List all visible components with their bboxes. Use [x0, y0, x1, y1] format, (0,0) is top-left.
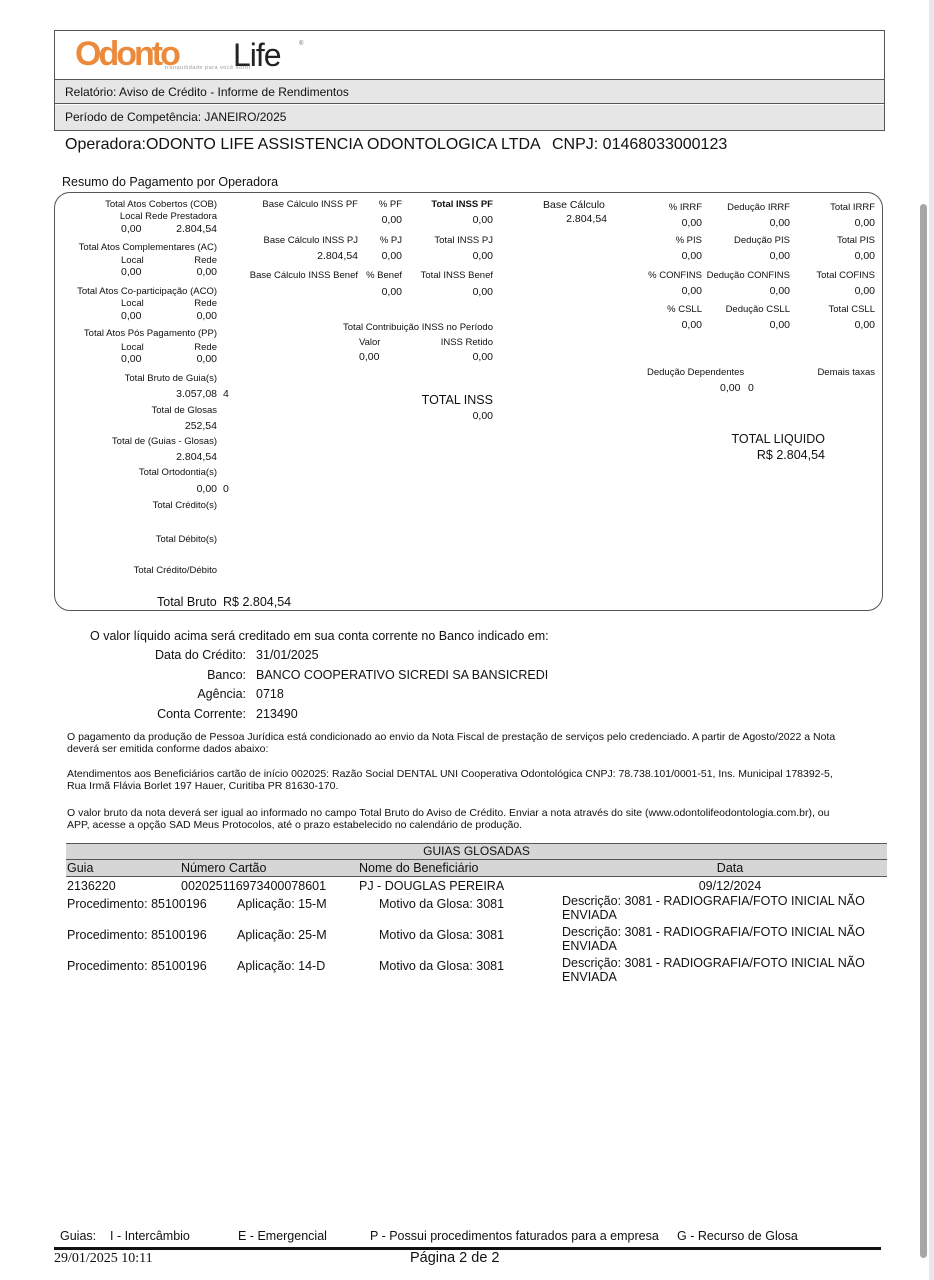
procedure-reason: Motivo da Glosa: 3081: [379, 928, 505, 942]
total-liquido-value: R$ 2.804,54: [756, 448, 825, 462]
credito-label: Total Crédito(s): [152, 500, 217, 511]
inss-pf-total: 0,00: [472, 214, 493, 226]
inss-pj-base-label: Base Cálculo INSS PJ: [263, 235, 358, 246]
cofins-total: 0,00: [854, 285, 875, 297]
procedure-reason: Motivo da Glosa: 3081: [379, 959, 505, 973]
bruto-guias-count: 4: [223, 388, 229, 400]
dependentes-label: Dedução Dependentes: [647, 367, 745, 378]
irrf-total: 0,00: [854, 217, 875, 229]
total-inss-value: 0,00: [472, 410, 493, 422]
aco-rede-value: 0,00: [196, 310, 217, 322]
irrf-total-label: Total IRRF: [830, 202, 875, 213]
inss-pj-total-label: Total INSS PJ: [434, 235, 493, 246]
bruto-guias-value: 3.057,08: [176, 388, 217, 400]
bank-label: Banco:: [207, 668, 246, 682]
legend-empresa: P - Possui procedimentos faturados para a empresa: [370, 1229, 659, 1243]
report-header: [54, 30, 885, 131]
inss-retido-label: INSS Retido: [440, 337, 493, 348]
legend-emergencial: E - Emergencial: [238, 1229, 327, 1243]
debito-label: Total Débito(s): [155, 534, 217, 545]
dependentes-value: 0,00: [720, 382, 741, 394]
irrf-pct: 0,00: [681, 217, 702, 229]
irrf-ded-label: Dedução IRRF: [727, 202, 790, 213]
report-title: Relatório: Aviso de Crédito - Informe de Rendimentos: [55, 80, 884, 104]
inss-benef-pct-label: % Benef: [366, 270, 402, 281]
inss-contrib-label: Total Contribuição INSS no Período: [343, 322, 493, 333]
operator-name: Operadora:ODONTO LIFE ASSISTENCIA ODONTOLOGICA LTDA: [65, 136, 541, 153]
agency-value: 0718: [256, 687, 284, 701]
pis-pct: 0,00: [681, 250, 702, 262]
inss-retido: 0,00: [472, 351, 493, 363]
inss-pj-base: 2.804,54: [317, 250, 358, 262]
bruto-guias-label: Total Bruto de Guia(s): [124, 373, 217, 384]
account-value: 213490: [256, 707, 298, 721]
logo-tagline: tranquilidade para você sorrir: [165, 65, 252, 71]
inss-benef-total: 0,00: [472, 286, 493, 298]
legend-label: Guias:: [60, 1229, 97, 1243]
pp-local-value: 0,00: [121, 353, 142, 365]
inss-benef-pct: 0,00: [381, 286, 402, 298]
cob-rede-value: 2.804,54: [176, 223, 217, 235]
card-number: 00202511697340007860​1: [181, 879, 327, 893]
inss-pf-pct-label: % PF: [378, 199, 402, 210]
guia-number: 2136220: [67, 879, 116, 893]
note-1-line-2: deverá ser emitida conforme dados abaixo:: [67, 743, 269, 755]
ortodontia-count: 0: [223, 483, 229, 495]
credit-date-value: 31/01/2025: [256, 648, 319, 662]
procedure-application: Aplicação: 25-M: [237, 928, 327, 942]
ortodontia-value: 0,00: [196, 483, 217, 495]
note-1-line-1: O pagamento da produção de Pessoa Jurídica está condicionado ao envio da Nota Fiscal de prestação de serviços pelo credenciado. A partir de Agosto/2022 a Nota: [67, 731, 836, 743]
cofins-ded: 0,00: [769, 285, 790, 297]
print-timestamp: 29/01/2025 10:11: [54, 1251, 153, 1266]
cofins-ded-label: Dedução CONFINS: [706, 270, 790, 281]
procedure-code: Procedimento: 85100196: [67, 928, 207, 942]
irrf-pct-label: % IRRF: [668, 202, 702, 213]
pis-total: 0,00: [854, 250, 875, 262]
base-calculo-label: Base Cálculo: [543, 199, 605, 211]
procedure-description-cont: ENVIADA: [562, 908, 617, 922]
cofins-pct: 0,00: [681, 285, 702, 297]
col-numero-cartao: Número Cartão: [181, 861, 267, 875]
logo-odonto: Odonto: [75, 35, 178, 73]
bank-intro: O valor líquido acima será creditado em sua conta corrente no Banco indicado em:: [90, 629, 549, 643]
credito-debito-label: Total Crédito/Débito: [133, 565, 217, 576]
ortodontia-label: Total Ortodontia(s): [138, 467, 217, 478]
pp-rede-label: Rede: [194, 342, 217, 353]
csll-ded: 0,00: [769, 319, 790, 331]
note-3-line-2: APP, acesse a opção SAD Meus Protocolos, até o prazo estabelecido no calendário de produção.: [67, 819, 523, 831]
note-2-line-1: Atendimentos aos Beneficiários cartão de início 002025: Razão Social DENTAL UNI Cooperativa Odontológica CNPJ: 78.738.101/0001-51, Ins. Municipal 178392-5,: [67, 768, 833, 780]
total-bruto-label: Total Bruto: [157, 595, 217, 609]
inss-pj-pct: 0,00: [381, 250, 402, 262]
procedure-code: Procedimento: 85100196: [67, 959, 207, 973]
total-liquido-label: TOTAL LIQUIDO: [731, 432, 825, 446]
guia-date: 09/12/2024: [698, 879, 762, 893]
logo-area: [55, 31, 884, 80]
inss-pj-total: 0,00: [472, 250, 493, 262]
inss-pj-pct-label: % PJ: [379, 235, 402, 246]
col-beneficiario: Nome do Beneficiário: [359, 861, 479, 875]
pp-rede-value: 0,00: [196, 353, 217, 365]
csll-pct: 0,00: [681, 319, 702, 331]
bank-value: BANCO COOPERATIVO SICREDI SA BANSICREDI: [256, 668, 549, 682]
dependentes-count: 0: [748, 382, 754, 394]
inss-benef-total-label: Total INSS Benef: [420, 270, 493, 281]
csll-total-label: Total CSLL: [828, 304, 875, 315]
csll-pct-label: % CSLL: [667, 304, 702, 315]
procedure-description-cont: ENVIADA: [562, 970, 617, 984]
pis-pct-label: % PIS: [675, 235, 702, 246]
pp-local-label: Local: [121, 342, 144, 353]
guias-glosadas-title: GUIAS GLOSADAS: [423, 844, 530, 858]
procedure-description: Descrição: 3081 - RADIOGRAFIA/FOTO INICIAL NÃO: [562, 894, 865, 908]
procedure-application: Aplicação: 14-D: [237, 959, 326, 973]
inss-benef-base-label: Base Cálculo INSS Benef: [249, 270, 358, 281]
procedure-description-cont: ENVIADA: [562, 939, 617, 953]
aco-rede-label: Rede: [194, 298, 217, 309]
pis-ded: 0,00: [769, 250, 790, 262]
csll-total: 0,00: [854, 319, 875, 331]
cob-local-value: 0,00: [121, 223, 142, 235]
cofins-total-label: Total COFINS: [816, 270, 875, 281]
cofins-pct-label: % CONFINS: [648, 270, 702, 281]
procedure-description: Descrição: 3081 - RADIOGRAFIA/FOTO INICIAL NÃO: [562, 956, 865, 970]
inss-valor-label: Valor: [359, 337, 381, 348]
page-number: Página 2 de 2: [410, 1250, 500, 1266]
aco-local-label: Local: [121, 298, 144, 309]
inss-pf-base-label: Base Cálculo INSS PF: [262, 199, 358, 210]
legend-intercambio: I - Intercâmbio: [110, 1229, 190, 1243]
note-2-line-2: Rua Irmã Flávia Borlet 197 Hauer, Curitiba PR 81630-170.: [67, 780, 339, 792]
irrf-ded: 0,00: [769, 217, 790, 229]
logo-trademark: ®: [299, 41, 304, 47]
summary-title: Resumo do Pagamento por Operadora: [62, 175, 279, 189]
total-bruto-value: R$ 2.804,54: [223, 595, 292, 609]
inss-pf-pct: 0,00: [381, 214, 402, 226]
account-label: Conta Corrente:: [157, 707, 246, 721]
procedure-reason: Motivo da Glosa: 3081: [379, 897, 505, 911]
procedure-code: Procedimento: 85100196: [67, 897, 207, 911]
ac-local-value: 0,00: [121, 266, 142, 278]
agency-label: Agência:: [197, 687, 246, 701]
ac-rede-label: Rede: [194, 255, 217, 266]
guias-glosadas-title-bar: [66, 843, 887, 860]
credit-date-label: Data do Crédito:: [154, 648, 246, 662]
ac-local-label: Local: [121, 255, 144, 266]
cob-title: Total Atos Cobertos (COB): [105, 199, 217, 210]
period-label: Período de Competência: JANEIRO/2025: [55, 105, 884, 130]
ac-title: Total Atos Complementares (AC): [78, 242, 217, 253]
scrollbar-thumb[interactable]: [920, 204, 927, 1258]
glosas-label: Total de Glosas: [151, 405, 217, 416]
guias-menos-glosas-value: 2.804,54: [176, 451, 217, 463]
base-calculo-value: 2.804,54: [566, 213, 607, 225]
scrollbar-track[interactable]: [929, 0, 934, 1280]
guias-menos-glosas-label: Total de (Guias - Glosas): [111, 436, 217, 447]
ac-rede-value: 0,00: [196, 266, 217, 278]
beneficiary-name: PJ - DOUGLAS PEREIRA: [359, 879, 505, 893]
procedure-description: Descrição: 3081 - RADIOGRAFIA/FOTO INICIAL NÃO: [562, 925, 865, 939]
legend-recurso-glosa: G - Recurso de Glosa: [677, 1229, 798, 1243]
glosas-value: 252,54: [184, 420, 217, 432]
pp-title: Total Atos Pós Pagamento (PP): [83, 328, 217, 339]
cob-subtitle: Local Rede Prestadora: [119, 211, 217, 222]
logo-life: Life: [233, 37, 281, 73]
pis-total-label: Total PIS: [836, 235, 875, 246]
csll-ded-label: Dedução CSLL: [725, 304, 790, 315]
inss-valor: 0,00: [359, 351, 380, 363]
note-3-line-1: O valor bruto da nota deverá ser igual ao informado no campo Total Bruto do Aviso de Crédito. Enviar a nota através do site (www.odontolifeodontologia.com.br), ou: [67, 807, 830, 819]
procedure-application: Aplicação: 15-M: [237, 897, 327, 911]
aco-title: Total Atos Co-participação (ACO): [77, 286, 217, 297]
col-data: Data: [716, 861, 744, 875]
pis-ded-label: Dedução PIS: [734, 235, 790, 246]
demais-taxas-label: Demais taxas: [817, 367, 875, 378]
inss-pf-total-label: Total INSS PF: [431, 199, 493, 210]
aco-local-value: 0,00: [121, 310, 142, 322]
col-guia: Guia: [67, 861, 94, 875]
operator-cnpj: CNPJ: 01468033000123: [552, 136, 728, 153]
total-inss-label: TOTAL INSS: [421, 393, 493, 407]
